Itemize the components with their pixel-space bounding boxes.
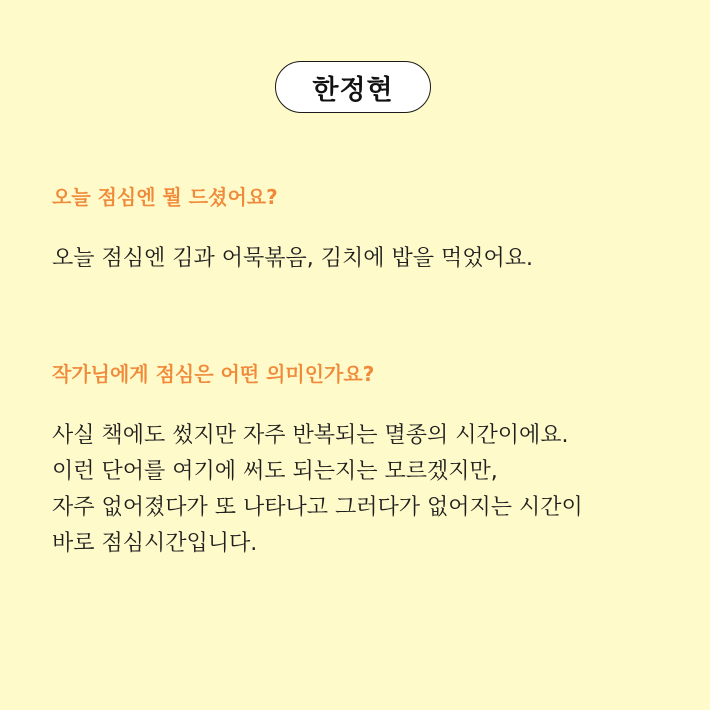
answer-1-line: 오늘 점심엔 김과 어묵볶음, 김치에 밥을 먹었어요. xyxy=(52,246,533,271)
answer-2-line: 이런 단어를 여기에 써도 되는지는 모르겠지만, xyxy=(52,459,498,484)
question-2: 작가님에게 점심은 어떤 의미인가요? xyxy=(52,362,375,386)
answer-2-line: 바로 점심시간입니다. xyxy=(52,531,258,556)
question-1: 오늘 점심엔 뭘 드셨어요? xyxy=(52,185,278,209)
answer-2 xyxy=(52,418,583,562)
answer-2-line: 자주 없어졌다가 또 나타나고 그러다가 없어지는 시간이 xyxy=(52,495,583,520)
answer-2-line: 사실 책에도 썼지만 자주 반복되는 멸종의 시간이에요. xyxy=(52,423,569,448)
answer-1 xyxy=(52,241,533,277)
author-name-badge: 한정현 xyxy=(275,61,431,113)
